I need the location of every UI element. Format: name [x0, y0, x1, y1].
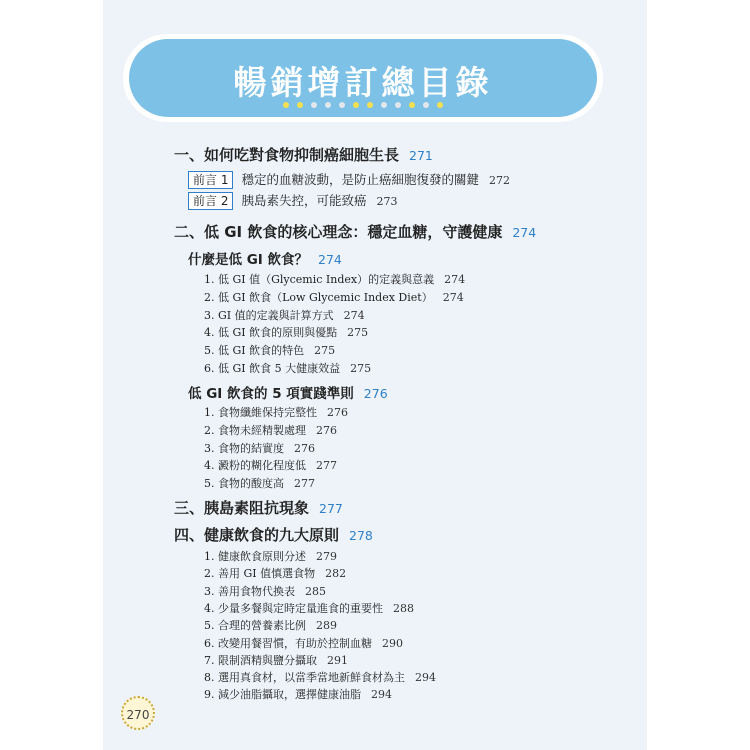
section-4-item: 2. 善用 GI 值慎選食物 282 — [204, 567, 347, 581]
section-4-page: 278 — [349, 528, 373, 543]
section-4: 四、健康飲食的九大原則 278 — [174, 526, 373, 544]
subsection-2-item-page: 277 — [294, 477, 315, 491]
section-4-item-page: 288 — [393, 601, 414, 615]
page-number: 270 — [121, 696, 155, 730]
section-4-item-page: 294 — [371, 688, 392, 702]
section-4-item-page: 291 — [327, 653, 348, 667]
subsection-1-page: 274 — [318, 252, 342, 267]
section-2-page: 274 — [512, 225, 537, 240]
decor-dot — [339, 102, 345, 108]
subsection-1-item: 2. 低 GI 飲食（Low Glycemic Index Diet） 274 — [204, 290, 464, 304]
decor-dot — [395, 102, 401, 108]
subsection-1-item-page: 274 — [444, 273, 466, 286]
section-3-page: 277 — [319, 501, 343, 516]
decor-dot — [311, 102, 317, 108]
decor-dot — [423, 102, 429, 108]
section-4-item-page: 294 — [415, 671, 436, 685]
subsection-1-item-page: 274 — [442, 290, 464, 304]
section-4-item: 6. 改變用餐習慣，有助於控制血糖 290 — [204, 636, 403, 650]
decor-dot — [325, 102, 331, 108]
subsection-1-item-page: 275 — [350, 362, 372, 375]
section-3: 三、胰島素阻抗現象 277 — [174, 499, 343, 517]
section-4-item: 4. 少量多餐與定時定量進食的重要性 288 — [204, 601, 414, 615]
preface-2-page: 273 — [376, 195, 398, 208]
subsection-2-item: 3. 食物的結實度 276 — [204, 441, 315, 455]
subsection-1-item: 5. 低 GI 飲食的特色 275 — [204, 344, 336, 358]
decor-dot — [381, 102, 387, 108]
decor-dot — [367, 102, 373, 108]
section-4-item: 8. 選用真食材，以當季當地新鮮食材為主 294 — [204, 671, 436, 685]
section-1-page: 271 — [409, 148, 433, 163]
subsection-2-item-page: 277 — [316, 459, 337, 473]
subsection-2-item-page: 276 — [327, 406, 348, 419]
section-4-item-page: 279 — [316, 550, 337, 563]
preface-1-page: 272 — [488, 174, 510, 187]
banner-title: 暢銷增訂總目錄 — [233, 63, 493, 102]
subsection-1-item: 6. 低 GI 飲食 5 大健康效益 275 — [204, 362, 372, 375]
section-4-item-page: 289 — [316, 619, 337, 633]
section-1: 一、如何吃對食物抑制癌細胞生長 271 — [174, 146, 433, 164]
dot-row — [129, 102, 597, 108]
section-4-item-page: 290 — [382, 636, 403, 650]
subsection-1-item: 4. 低 GI 飲食的原則與優點 275 — [204, 326, 369, 340]
subsection-2-item-page: 276 — [294, 441, 315, 455]
preface-2-tag: 前言 2 — [188, 192, 233, 210]
preface-2: 前言 2 胰島素失控，可能致癌 273 — [188, 191, 397, 210]
subsection-2-page: 276 — [363, 386, 388, 401]
subsection-1-item-page: 275 — [314, 344, 336, 358]
section-4-item-page: 282 — [325, 567, 347, 581]
section-4-item: 9. 減少油脂攝取，選擇健康油脂 294 — [204, 688, 392, 702]
subsection-1-item-page: 274 — [343, 308, 365, 322]
section-4-item-page: 285 — [305, 584, 326, 598]
preface-1: 前言 1 穩定的血糖波動，是防止癌細胞復發的關鍵 272 — [188, 170, 510, 189]
subsection-2-item: 5. 食物的酸度高 277 — [204, 477, 315, 491]
decor-dot — [297, 102, 303, 108]
decor-dot — [283, 102, 289, 108]
decor-dot — [437, 102, 443, 108]
subsection-2-item: 4. 澱粉的糊化程度低 277 — [204, 459, 337, 473]
section-4-item: 5. 合理的營養素比例 289 — [204, 619, 337, 633]
decor-dot — [409, 102, 415, 108]
subsection-1-item-page: 275 — [347, 326, 369, 340]
subsection-1-item: 1. 低 GI 值（Glycemic Index）的定義與意義 274 — [204, 273, 466, 286]
subsection-2-item: 2. 食物未經精製處理 276 — [204, 423, 337, 437]
section-4-item: 1. 健康飲食原則分述 279 — [204, 550, 337, 563]
subsection-2: 低 GI 飲食的 5 項實踐準則 276 — [188, 386, 388, 402]
section-2: 二、低 GI 飲食的核心理念：穩定血糖，守護健康 274 — [174, 223, 537, 241]
preface-1-tag: 前言 1 — [188, 171, 233, 189]
book-page — [103, 0, 647, 750]
subsection-2-item: 1. 食物纖維保持完整性 276 — [204, 406, 348, 419]
subsection-1-item: 3. GI 值的定義與計算方式 274 — [204, 308, 365, 322]
title-banner — [123, 34, 603, 122]
section-4-item: 7. 限制酒精與鹽分攝取 291 — [204, 653, 348, 667]
subsection-1: 什麼是低 GI 飲食？ 274 — [188, 252, 342, 268]
decor-dot — [353, 102, 359, 108]
section-4-item: 3. 善用食物代換表 285 — [204, 584, 326, 598]
subsection-2-item-page: 276 — [316, 423, 337, 437]
